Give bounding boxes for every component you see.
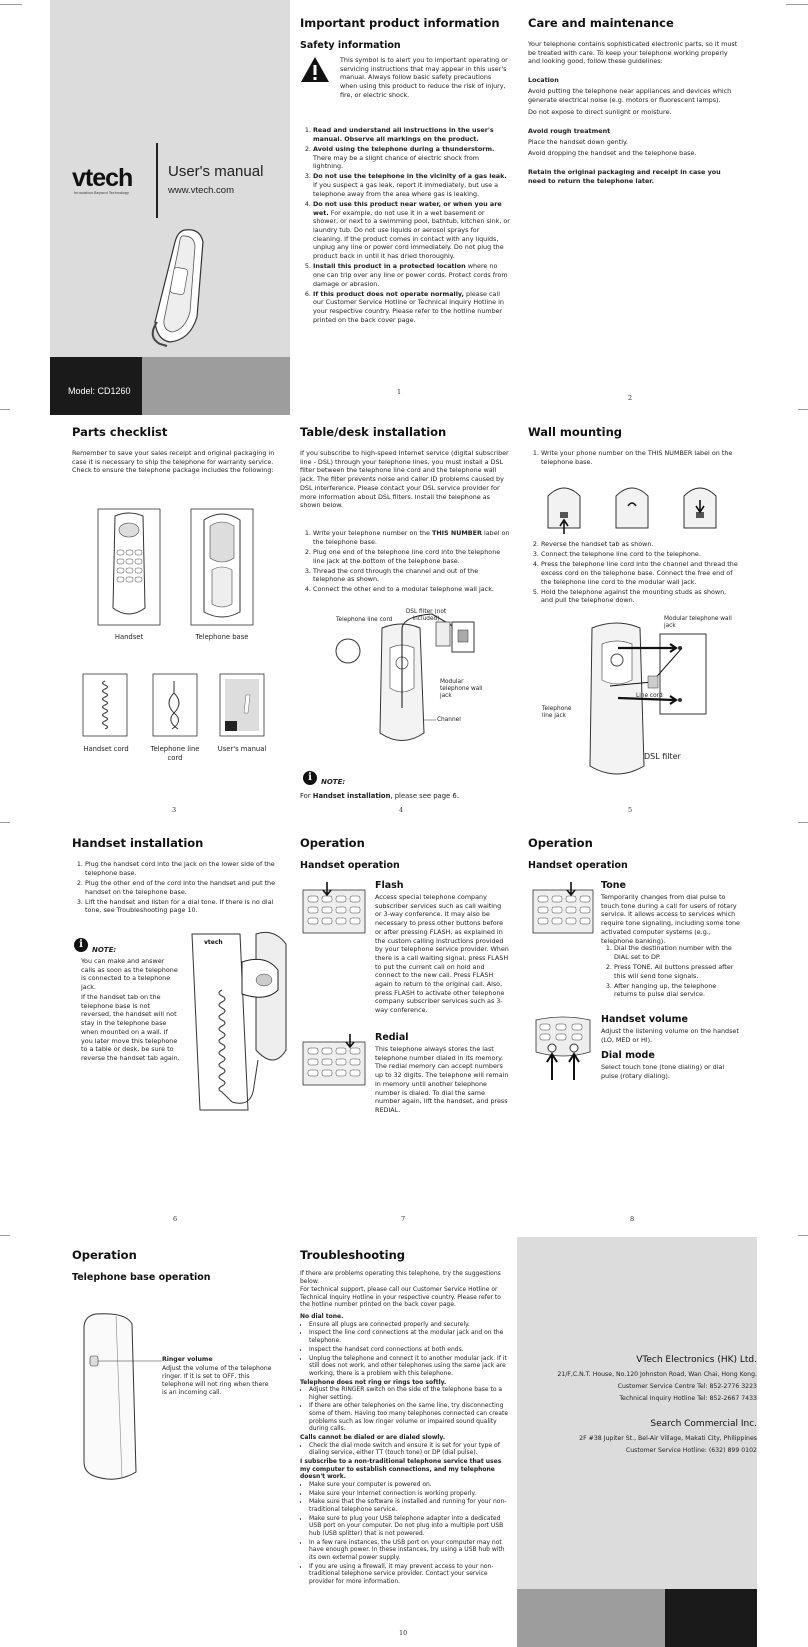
tone-heading: Tone (601, 880, 626, 891)
page-title: Operation (72, 1248, 137, 1262)
dark-band (665, 1589, 757, 1647)
wall-mount-diagram (562, 616, 712, 786)
line-cord-image (152, 673, 198, 737)
ringer-volume-heading: Ringer volume (162, 1356, 213, 1363)
label-wall-jack: Modular telephone wall jack (440, 679, 483, 699)
label-telephone-jack: Telephone line jack (542, 706, 572, 719)
dsl-intro: If you subscribe to high-speed Internet service (digital subscriber line - DSL) through your telephone lines, you must install a DSL filter between the telephone line cord and the telephone wall jack. The filter prevents noise and caller ID problems caused by DSL interference. Please contact your DSL service provider for more information about DSL filters. Install the telephone as shown below. (300, 449, 509, 510)
model-label: Model: CD1260 (68, 386, 131, 396)
handset-tab-diagram (544, 478, 724, 534)
flash-heading: Flash (375, 880, 404, 891)
keypad-redial-image (302, 1034, 366, 1086)
page-title: Operation (300, 836, 365, 850)
page-number: 7 (401, 1215, 406, 1223)
page-wall-mounting (528, 420, 758, 820)
location-text: Avoid putting the telephone near appliances and devices which generate electrical noise (e.g. motors or fluorescent lamps). (528, 87, 732, 104)
volume-dial-image (532, 1016, 594, 1082)
page-title: Important product information (300, 16, 500, 30)
address-line: 21/F,C.N.T. House, No.120 Johnston Road, Wan Chai, Hong Kong. (557, 1371, 757, 1378)
dial-mode-heading: Dial mode (601, 1050, 655, 1061)
page-title: Care and maintenance (528, 16, 674, 30)
retain-note: Retain the original packaging and receipt in case you need to return the telephone later. (528, 168, 721, 185)
contact-block (529, 1355, 757, 1515)
page-title: Operation (528, 836, 593, 850)
address-line: Customer Service Centre Tel: 852-2776 3223 (617, 1383, 757, 1390)
problem-heading: Calls cannot be dialed or are dialed slowly. (300, 1434, 446, 1442)
wall-step-1: 1. Write your phone number on the THIS NUMBER label on the telephone base. (528, 449, 738, 468)
section-heading: Handset operation (528, 860, 628, 871)
wall-steps: 2. Reverse the handset tab as shown. 3. Connect the telephone line cord to the telephone. 4. Press the telephone line cord into the channel and thread the excess cord on the telephone base. Connect the free end of the telephone line cord to the modular wall jack. 5. Hold the telephone against the mounting studs as shown, and pull the telephone down. (528, 540, 738, 606)
symbol-intro: This symbol is to alert you to important operating or servicing instructions that may appear in this user's manual. Always follow basic safety precautions when using this product to reduce the risk of injury, fire, or electric shock. (340, 56, 508, 99)
redial-text: This telephone always stores the last telephone number dialed in its memory. The redial memory can accept numbers up to 32 digits. The telephone will remain in memory until another telephone number is dialed. To dial the same number again, lift the handset, and press REDIAL. (375, 1045, 509, 1114)
address-line: 2F #38 Jupiter St., Bel-Air Village, Makati City, Philippines (579, 1435, 757, 1442)
page-operation-handset (300, 830, 512, 1230)
info-icon: i (303, 771, 317, 785)
page-number: 4 (399, 806, 404, 814)
note-text: For Handset installation, please see page 6. (300, 792, 459, 800)
handset-image (97, 508, 161, 626)
page-number: 8 (630, 1215, 635, 1223)
location-text: Do not expose to direct sunlight or moisture. (528, 108, 672, 116)
section-heading: Telephone base operation (72, 1272, 211, 1283)
keypad-flash-image (302, 882, 366, 934)
company-vtech: VTech Electronics (HK) Ltd. (636, 1355, 757, 1365)
base-side-diagram (76, 1312, 164, 1486)
location-heading: Location (528, 76, 559, 84)
handset-volume-text: Adjust the listening volume on the handset (LO, MED or HI). (601, 1027, 739, 1044)
caption-line-cord: Telephone line cord (150, 745, 200, 762)
users-manual-image (219, 673, 265, 737)
gray-band (142, 357, 290, 415)
problem-heading: No dial tone. (300, 1313, 344, 1320)
page-title: Parts checklist (72, 425, 168, 439)
divider (156, 143, 158, 218)
problem-heading: Telephone does not ring or rings too softly. (300, 1378, 447, 1386)
caption-base: Telephone base (195, 633, 249, 641)
safety-item: 3. Do not use the telephone in the vicinity of a gas leak. If you suspect a gas leak, report it immediately, but use a telephone away from the area where gas is leaking. (313, 172, 510, 198)
rough-text: Place the handset down gently. (528, 138, 628, 146)
caption-handset: Handset (114, 633, 144, 641)
redial-heading: Redial (375, 1032, 409, 1043)
handset-cord-image (82, 673, 128, 737)
label-line-cord: Telephone line cord (336, 617, 393, 623)
problem-heading: I subscribe to a non-traditional telephone service that uses my computer to establish connections, and my telephone doesn't work. (300, 1458, 502, 1481)
page-operation-tone (528, 830, 758, 1230)
ringer-volume-text: Adjust the volume of the telephone ringer. If it is set to OFF, this telephone will not ring when there is an incoming call. (162, 1365, 272, 1396)
trouble-intro: If there are problems operating this telephone, try the suggestions below. (300, 1270, 501, 1285)
page-base-operation (72, 1242, 294, 1642)
page-number: 5 (628, 806, 633, 814)
rough-text: Avoid dropping the handset and the telephone base. (528, 149, 697, 157)
caption-handset-cord: Handset cord (83, 745, 129, 753)
page-care-maintenance (528, 0, 758, 412)
page-number: 1 (397, 388, 402, 396)
parts-intro: Remember to save your sales receipt and original packaging in case it is necessary to ship the telephone for warranty service. Check to ensure the telephone package includes the following: (72, 449, 275, 475)
page-table-desk-install (300, 420, 512, 820)
page-title: Troubleshooting (300, 1248, 406, 1262)
rough-heading: Avoid rough treatment (528, 127, 611, 135)
page-important-info (300, 0, 512, 412)
handset-notes: • You can make and answer calls as soon as the telephone is connected to a telephone jack. • If the handset tab on the telephone base is not reversed, the handset will not stay in the telephone base when mounted on a wall. If you later move this telephone to a table or desk, be sure to reverse the handset tab again. (72, 957, 180, 1064)
page-title: Table/desk installation (300, 425, 447, 439)
page-number: 2 (628, 394, 633, 402)
safety-item: 5. Install this product in a protected location where no one can trip over any line or power cords. Protect cords from damage or abrasion. (313, 262, 510, 288)
caption-users-manual: User's manual (217, 745, 267, 753)
cover-page (50, 0, 290, 415)
label-modular-jack: Modular telephone wall jack (664, 616, 732, 629)
label-dsl-filter: DSL filter (644, 752, 681, 761)
phone-illustration (145, 222, 215, 352)
vtech-logo: vtech (72, 164, 133, 192)
note-label: NOTE: (92, 946, 117, 954)
safety-item: 4. Do not use this product near water, or when you are wet. For example, do not use it in a wet basement or shower, or next to a swimming pool, bathtub, kitchen sink, or laundry tub. Do not use liquids or aerosol sprays for cleaning. If the product comes in contact with any liquids, unplug any line or power cord immediately. Do not plug the product back in until it has dried thoroughly. (313, 200, 510, 261)
safety-item: 6. If this product does not operate normally, please call our Customer Service Hotline or Technical Inquiry Hotline in your respective country. Please refer to the hotline number printed on the back cover page. (313, 290, 510, 325)
label-dsl-filter: DSL filter (not included) (405, 609, 447, 622)
gray-band (517, 1589, 665, 1647)
label-line-cord: Line cord (636, 693, 663, 699)
page-number: 10 (399, 1629, 408, 1637)
handset-install-diagram (182, 930, 294, 1130)
logo-tagline: Innovation Beyond Technology (74, 191, 130, 195)
info-icon: i (74, 938, 88, 952)
page-troubleshooting (300, 1242, 510, 1642)
section-heading: Safety information (300, 40, 401, 51)
manual-title: User's manual (168, 163, 264, 180)
safety-item: 1. Read and understand all instructions in the user's manual. Observe all markings on the product. (313, 126, 510, 143)
page-number: 3 (172, 806, 177, 814)
page-number: 6 (173, 1215, 178, 1223)
dial-mode-text: Select touch tone (tone dialing) or dial pulse (rotary dialing). (601, 1063, 725, 1080)
tone-text: Temporarily changes from dial pulse to touch tone during a call for users of rotary service. It allows access to services which require tone signaling, including some tone activated computer systems (e.g., telephone banking). (601, 893, 740, 945)
website-url: www.vtech.com (168, 185, 234, 196)
back-cover (517, 1237, 757, 1647)
care-intro: Your telephone contains sophisticated electronic parts, so it must be treated with care. To keep your telephone working properly and looking good, follow these guidelines: (528, 40, 738, 66)
svg-text:vtech: vtech (204, 939, 223, 946)
company-search: Search Commercial Inc. (650, 1419, 757, 1429)
page-handset-installation (72, 830, 294, 1230)
trouble-support: For technical support, please call our Customer Service Hotline or Technical Inquiry Hotline in your respective country. Please refer to the hotline number printed on the back cover page. (300, 1286, 501, 1309)
trouble-list: No dial tone. • Ensure all plugs are connected properly and securely. • Inspect the line cord connections at the modular jack and on the telephone. • Inspect the handset cord connections at both ends. • Unplug the telephone and connect it to another modular jack. If it still does not work, and other telephones using the same jack are working, there is a problem with this telephone. Telephone does not ring or rings too softly. • Adjust the RINGER switch on the side of the telephone base to a higher setting. • If there are other telephones on the same line, try disconnecting some of them. Having too many telephones connected can create problems such as low ringer volume or impaired sound quality during calls. Calls cannot be dialed or are dialed slowly. • Check the dial mode switch and ensure it is set for your type of dialing service, either TT (touch tone) or DP (dial pulse). I subscribe to a non-traditional telephone service that uses my computer to establish connections, and my telephone doesn't work. • Make sure your computer is powered on. • Make sure your Internet connection is working properly. • Make sure that the software is installed and running for your non-traditional telephone service. • Make sure to plug your USB telephone adapter into a dedicated USB port on your computer. Do not plug into a multiple port USB hub (USB splitter) that is not powered. • In a few rare instances, the USB port on your computer may not have enough power. In these instances, try using a USB hub with its own external power supply. • If you are using a firewall, it may prevent access to your non-traditional telephone service provider. Contact your service provider for more information. (300, 1313, 508, 1587)
warning-icon (300, 56, 330, 83)
telephone-base-image (190, 508, 254, 626)
section-heading: Handset operation (300, 860, 400, 871)
tone-steps: 1. Dial the destination number with the DIAL set to DP. 2. Press TONE. All buttons pressed after this will send tone signals. 3. After hanging up, the telephone returns to pulse dial service. (601, 944, 741, 1000)
flash-text: Access special telephone company subscriber services such as call waiting or 3-way conference. It may also be necessary to press other buttons before or after pressing FLASH, as explained in the custom calling instructions provided by your telephone service provider. When there is a call waiting signal, press FLASH to put the current call on hold and connect to the new call. Press FLASH again to return to the original call. Also, press FLASH to activate other telephone company subscriber services such as 3-way conference. (375, 893, 509, 1015)
page-title: Wall mounting (528, 425, 623, 439)
keypad-tone-image (532, 882, 594, 934)
address-line: Technical Inquiry Hotline Tel: 852-2667 7433 (619, 1395, 757, 1402)
handset-volume-heading: Handset volume (601, 1014, 688, 1025)
address-line: Customer Service Hotline: (632) 899 0102 (625, 1447, 757, 1454)
handset-steps: 1. Plug the handset cord into the jack on the lower side of the telephone base. 2. Plug the other end of the cord into the handset and put the handset on the telephone base. 3. Lift the handset and listen for a dial tone. If there is no dial tone, see Troubleshooting page 10. (72, 860, 284, 916)
page-parts-checklist (72, 420, 294, 820)
page-title: Handset installation (72, 836, 204, 850)
safety-item: 2. Avoid using the telephone during a thunderstorm. There may be a slight chance of electric shock from lightning. (313, 145, 510, 171)
safety-list (300, 126, 510, 326)
note-label: NOTE: (321, 778, 346, 786)
install-steps: 1. Write your telephone number on the THIS NUMBER label on the telephone base. 2. Plug one end of the telephone line cord into the telephone line jack at the bottom of the telephone base. 3. Thread the cord through the channel and out of the telephone as shown. 4. Connect the other end to a modular telephone wall jack. (300, 529, 510, 595)
label-channel: Channel (437, 717, 461, 723)
